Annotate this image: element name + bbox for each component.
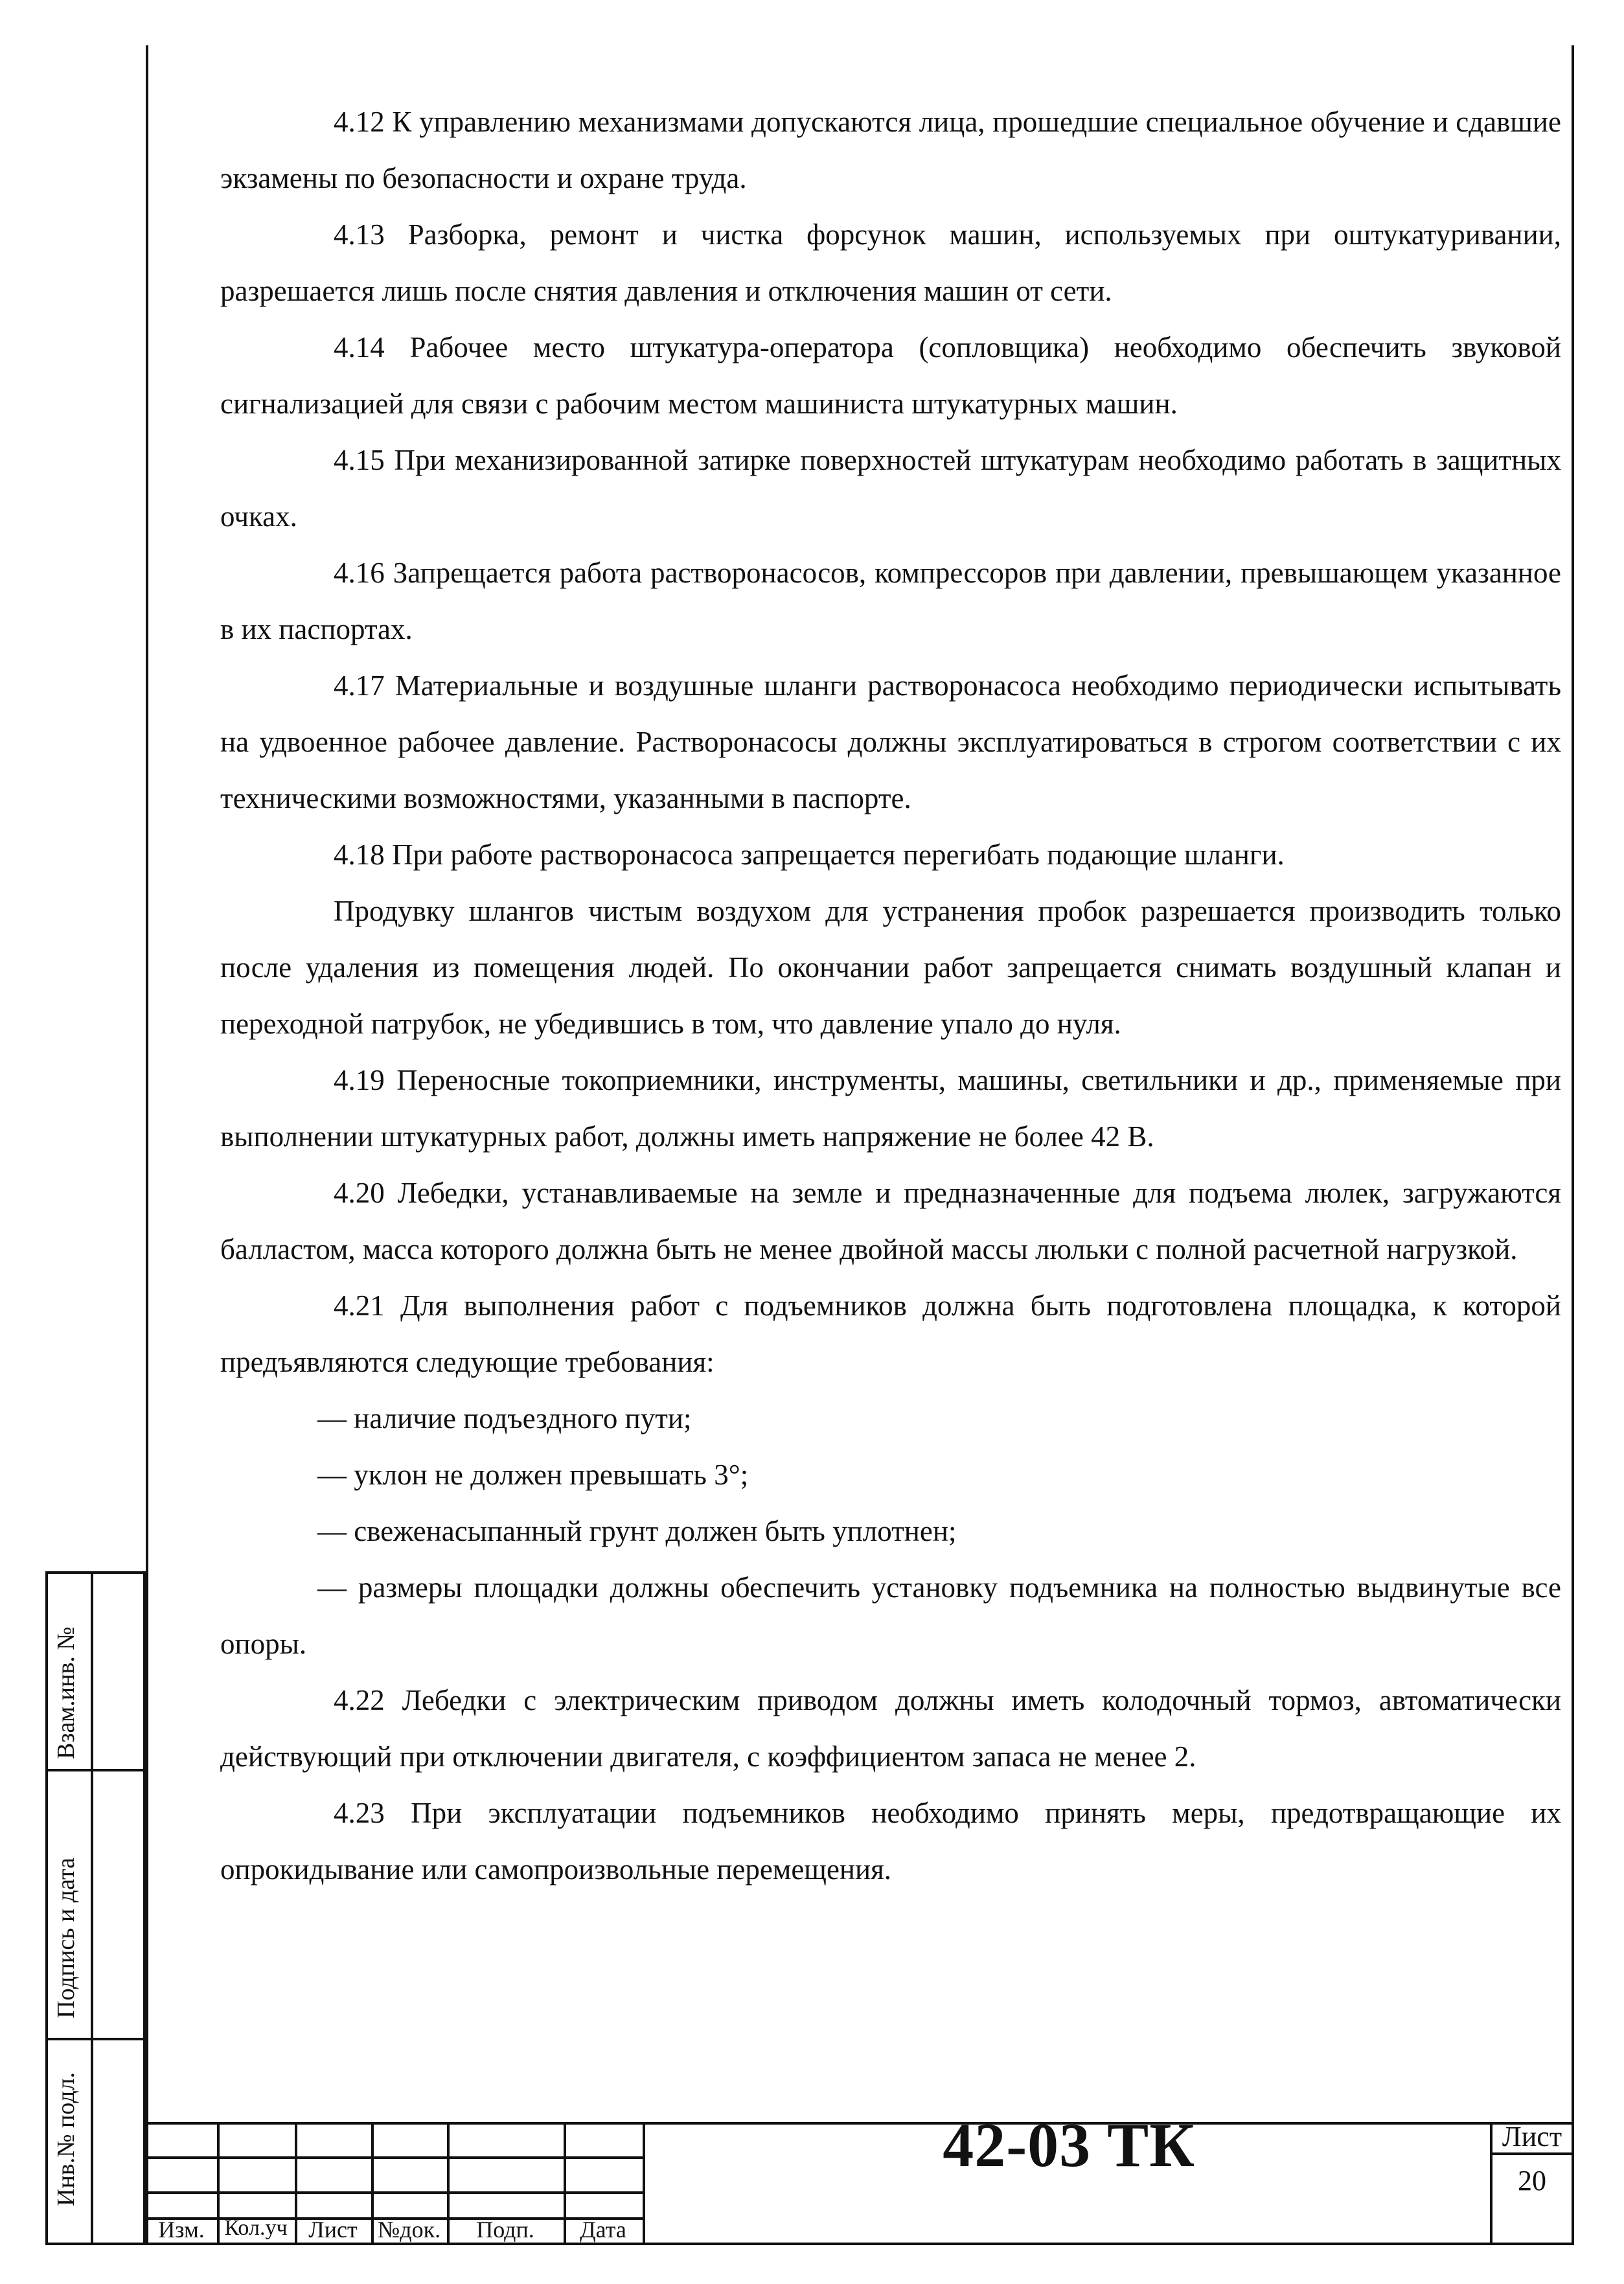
list-item-slope: — уклон не должен превышать 3°; <box>317 1459 749 1491</box>
paragraph-4-14: 4.14 Рабочее место штукатура-оператора (сопловщика) необходимо обеспечить звуковой сигнализацией для связи с рабочим местом машиниста штукатурных машин. <box>220 331 1561 420</box>
sheet-label: Лист <box>1502 2121 1562 2152</box>
column-label-quantity: Кол.уч <box>224 2216 288 2240</box>
paragraph-4-19: 4.19 Переносные токоприемники, инструменты, машины, светильники и др., применяемые при выполнении штукатурных работ, должны иметь напряжение не более 42 В. <box>220 1064 1561 1153</box>
column-label-doc-number: №док. <box>377 2217 441 2243</box>
frame-right-line <box>1572 45 1574 2245</box>
document-body <box>220 94 1561 1898</box>
side-label-inv-replace: Взам.инв. № <box>52 1626 80 1759</box>
column-label-change: Изм. <box>158 2217 205 2243</box>
frame-left-line <box>146 45 148 2245</box>
paragraph-4-17: 4.17 Материальные и воздушные шланги растворонасоса необходимо периодически испытывать на удвоенное рабочее давление. Растворонасосы должны эксплуатироваться в строгом соответствии с их техническими возможностями, указанными в паспорте. <box>220 669 1561 814</box>
frame-bottom-line <box>45 2243 1574 2245</box>
list-item-platform-size: — размеры площадки должны обеспечить установку подъемника на полностью выдвинутые все опоры. <box>220 1571 1561 1660</box>
paragraph-4-18: 4.18 При работе растворонасоса запрещается перегибать подающие шланги. <box>334 838 1285 871</box>
side-label-signature-date: Подпись и дата <box>52 1857 80 2018</box>
paragraph-4-16: 4.16 Запрещается работа растворонасосов, компрессоров при давлении, превышающем указанное в их паспортах. <box>220 557 1561 645</box>
list-item-access-road: — наличие подъездного пути; <box>317 1402 692 1435</box>
paragraph-4-21: 4.21 Для выполнения работ с подъемников должна быть подготовлена площадка, к которой предъявляются следующие требования: <box>220 1289 1561 1378</box>
paragraph-hose-purging: Продувку шлангов чистым воздухом для устранения пробок разрешается производить только после удаления из помещения людей. По окончании работ запрещается снимать воздушный клапан и переходной патрубок, не убедившись в том, что давление упало до нуля. <box>220 895 1561 1040</box>
document-code: 42-03 ТК <box>943 2110 1195 2180</box>
paragraph-4-20: 4.20 Лебедки, устанавливаемые на земле и предназначенные для подъема люлек, загружаются балластом, масса которого должна быть не менее двойной массы люльки с полной расчетной нагрузкой. <box>220 1177 1561 1265</box>
sheet-number: 20 <box>1518 2165 1546 2197</box>
paragraph-4-15: 4.15 При механизированной затирке поверхностей штукатурам необходимо работать в защитных очках. <box>220 444 1561 533</box>
title-block-row-line-2 <box>146 2191 645 2194</box>
column-label-date: Дата <box>580 2217 626 2243</box>
side-stamp-divider-2 <box>45 2038 146 2040</box>
paragraph-4-23: 4.23 При эксплуатации подъемников необходимо принять меры, предотвращающие их опрокидывание или самопроизвольные перемещения. <box>220 1797 1561 1886</box>
side-stamp-divider-1 <box>45 1769 146 1771</box>
paragraph-4-12: 4.12 К управлению механизмами допускаются лица, прошедшие специальное обучение и сдавшие экзамены по безопасности и охране труда. <box>220 106 1561 194</box>
column-label-signature: Подп. <box>476 2217 534 2243</box>
side-label-inv-original: Инв.№ подл. <box>52 2071 80 2206</box>
title-block-row-line-1 <box>146 2156 645 2159</box>
list-item-soil: — свеженасыпанный грунт должен быть уплотнен; <box>317 1515 957 1547</box>
side-stamp-inner-line <box>91 1571 93 2245</box>
paragraph-4-13: 4.13 Разборка, ремонт и чистка форсунок машин, используемых при оштукатуривании, разрешается лишь после снятия давления и отключения машин от сети. <box>220 218 1561 307</box>
column-label-sheet: Лист <box>308 2217 358 2243</box>
paragraph-4-22: 4.22 Лебедки с электрическим приводом должны иметь колодочный тормоз, автоматически действующий при отключении двигателя, с коэффициентом запаса не менее 2. <box>220 1684 1561 1773</box>
